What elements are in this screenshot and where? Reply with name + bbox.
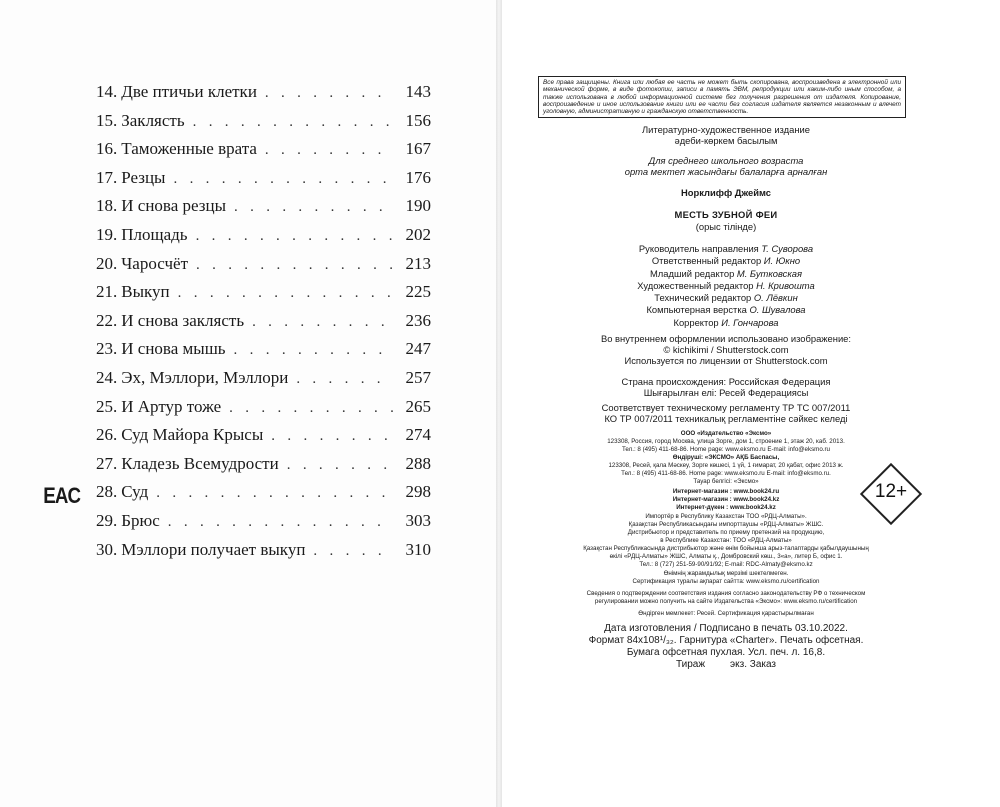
staff-name: И. Юкно	[763, 255, 801, 267]
toc-entry-page: 298	[405, 482, 431, 502]
toc-entry-title: Суд	[121, 482, 149, 502]
publisher-name: ООО «Издательство «Эксмо»	[680, 430, 772, 437]
staff-role: Художественный редактор	[637, 279, 754, 291]
toc-entry-title: И снова заклясть	[121, 310, 245, 330]
toc-entry	[96, 397, 431, 426]
distributor-ru-2: в Республике Казахстан: ТОО «РДЦ-Алматы»	[660, 537, 792, 544]
certification-kz: Сертификация туралы ақпарат сайтта: www.eksmo.ru/certification	[632, 578, 820, 585]
importer-kz: Қазақстан Республикасындағы импорттаушы «РДЦ-Алматы» ЖШС.	[628, 521, 824, 528]
toc-entry-title: Две птичьи клетки	[121, 82, 257, 101]
toc-entry-number: 14.	[96, 82, 118, 101]
staff-role: Технический редактор	[654, 292, 752, 304]
toc-entry-number: 18.	[96, 196, 118, 216]
tech-regulation-kz: КО ТР 007/2011 техникалық регламентіне сәйкес келеді	[604, 413, 848, 424]
toc-entry	[96, 482, 431, 511]
toc-entry-number: 29.	[96, 510, 118, 530]
toc-leader-dots	[234, 199, 393, 216]
origin-ru: Страна происхождения: Российская Федерация	[621, 376, 831, 387]
left-page	[0, 0, 496, 807]
toc-entry	[96, 111, 431, 140]
staff-credits	[538, 243, 914, 329]
toc-leader-dots	[265, 85, 393, 102]
origin-country-kz: Өндірген мемлекет: Ресей. Сертификация қарастырылмаған	[638, 610, 814, 617]
paper-info: Бумага офсетная пухлая. Усл. печ. л. 16,8.	[626, 647, 826, 658]
genre-kz: әдеби-көркем басылым	[674, 135, 778, 146]
toc-entry	[96, 368, 431, 397]
distributor-contact: Тел.: 8 (727) 251-59-90/91/92; E-mail: RDC-Almaty@eksmo.kz	[639, 561, 813, 568]
toc-entry-page: 190	[405, 196, 431, 216]
book-title: МЕСТЬ ЗУБНОЙ ФЕИ	[674, 209, 778, 220]
toc-entry	[96, 168, 431, 197]
staff-credit	[538, 317, 914, 329]
toc-entry-page: 156	[405, 110, 431, 130]
toc-leader-dots	[229, 400, 393, 417]
toc-entry-title: И Артур тоже	[121, 396, 222, 416]
toc-entry-number: 19.	[96, 224, 118, 244]
right-page	[502, 0, 1000, 807]
toc-entry-number: 27.	[96, 453, 118, 473]
staff-role: Корректор	[673, 316, 719, 328]
toc-leader-dots	[271, 428, 393, 445]
publisher-contact-kz: Тел.: 8 (495) 411-68-86. Home page: www.eksmo.ru E-mail: info@eksmo.ru.	[621, 470, 831, 477]
staff-name: Т. Суворова	[761, 243, 814, 254]
toc-leader-dots	[196, 228, 393, 245]
toc-leader-dots	[178, 285, 393, 302]
toc-entry-number: 25.	[96, 396, 118, 416]
toc-leader-dots	[234, 342, 393, 359]
toc-entry-title: Кладезь Всемудрости	[121, 453, 279, 473]
staff-role: Руководитель направления	[638, 243, 759, 254]
staff-role: Компьютерная верстка	[646, 304, 747, 316]
toc-entry-page: 236	[405, 310, 431, 330]
publisher-address: 123308, Россия, город Москва, улица Зорге, дом 1, строение 1, этаж 20, каб. 2013.	[607, 438, 845, 445]
toc-entry-title: Суд Майора Крысы	[121, 425, 264, 445]
staff-credit	[538, 255, 914, 267]
staff-role: Младший редактор	[650, 267, 735, 279]
toc-entry-title: И снова резцы	[121, 196, 227, 216]
table-of-contents	[96, 82, 431, 568]
toc-entry	[96, 540, 431, 569]
eshop-ru: Интернет-магазин : www.book24.ru	[672, 488, 780, 495]
toc-entry-page: 257	[405, 367, 431, 387]
language-note: (орыс тілінде)	[695, 221, 757, 232]
genre-ru: Литературно-художественное издание	[642, 124, 810, 135]
age-group-kz: орта мектеп жасындағы балаларға арналған	[624, 166, 828, 177]
tech-regulation-ru: Соответствует техническому регламенту ТР ТС 007/2011	[601, 402, 851, 413]
toc-entry	[96, 139, 431, 168]
toc-entry-page: 274	[405, 425, 431, 445]
certification-ru-1: Сведения о подтверждении соответствия издания согласно законодательству РФ о техническом	[586, 590, 866, 597]
toc-leader-dots	[265, 142, 393, 159]
toc-leader-dots	[287, 457, 393, 474]
circulation-order: Тираж экз. Заказ	[675, 659, 777, 670]
toc-entry-number: 21.	[96, 282, 118, 302]
staff-credit	[538, 304, 914, 316]
staff-name: М. Бутковская	[736, 267, 802, 279]
toc-entry-page: 310	[405, 539, 431, 559]
staff-name: О. Шувалова	[749, 304, 806, 316]
staff-role: Ответственный редактор	[651, 255, 762, 267]
toc-leader-dots	[173, 171, 393, 188]
manufacturer-kz: Өндіруші: «ЭКСМО» АҚБ Баспасы,	[672, 454, 780, 461]
trademark: Тауар белгісі: «Эксмо»	[693, 478, 759, 485]
print-date: Дата изготовления / Подписано в печать 03.10.2022.	[604, 623, 848, 634]
author-name: Норклифф Джеймс	[681, 187, 771, 198]
toc-entry-number: 17.	[96, 167, 118, 187]
eshop-kz-1: Интернет-магазин : www.book24.kz	[672, 496, 780, 503]
toc-entry-number: 30.	[96, 539, 118, 559]
toc-entry-page: 247	[405, 339, 431, 359]
toc-entry	[96, 425, 431, 454]
image-license: Используется по лицензии от Shutterstock.com	[624, 355, 828, 366]
toc-entry-title: Мэллори получает выкуп	[121, 539, 306, 559]
staff-credit	[538, 280, 914, 292]
age-rating-icon	[860, 463, 922, 525]
distributor-kz-2: өкілі «РДЦ-Алматы» ЖШС, Алматы қ., Домбровский көш., 3«а», литер Б, офис 1.	[609, 553, 843, 560]
age-rating-label: 12+	[874, 481, 908, 502]
toc-entry	[96, 282, 431, 311]
toc-entry-number: 24.	[96, 367, 118, 387]
importer-ru: Импортёр в Республику Казахстан ТОО «РДЦ-Алматы».	[645, 513, 807, 520]
toc-entry-number: 20.	[96, 253, 118, 273]
toc-entry-number: 28.	[96, 482, 118, 502]
validity-kz: Өнімнің жарамдылық мерзімі шектелмеген.	[663, 570, 789, 577]
toc-entry-title: Таможенные врата	[121, 139, 257, 159]
toc-entry-number: 16.	[96, 139, 118, 159]
age-group-ru: Для среднего школьного возраста	[648, 155, 804, 166]
toc-leader-dots	[252, 314, 393, 331]
toc-leader-dots	[156, 485, 393, 502]
eshop-kz-2: Интернет-дүкен : www.book24.kz	[676, 504, 776, 511]
toc-entry-title: Заклясть	[121, 110, 185, 130]
distributor-ru-1: Дистрибьютор и представитель по приему претензий на продукцию,	[627, 529, 825, 536]
staff-credit	[538, 243, 914, 255]
copyright-notice: Все права защищены. Книга или любая ее часть не может быть скопирована, воспроизведена в электронной или механической форме, в виде фотокопии, записи в память ЭВМ, репродукции или каким-либо иным способом, а также использована в любой информационной системе без получения разрешения от издателя. Копирование, воспроизведение и иное использование книги или ее части без согласия издателя является незаконным и влечет уголовную, административную и гражданскую ответственность.	[538, 76, 906, 118]
toc-entry-page: 176	[405, 167, 431, 187]
toc-entry-number: 15.	[96, 110, 118, 130]
toc-entry	[96, 339, 431, 368]
toc-entry-page: 202	[405, 224, 431, 244]
toc-entry-title: Площадь	[121, 224, 188, 244]
toc-entry-page: 225	[405, 282, 431, 302]
toc-entry-page: 213	[405, 253, 431, 273]
toc-leader-dots	[313, 543, 393, 560]
toc-entry-title: Эх, Мэллори, Мэллори	[121, 367, 289, 387]
staff-credit	[538, 292, 914, 304]
eac-mark-icon: EAC	[43, 483, 81, 508]
toc-entry-page: 143	[405, 82, 431, 101]
toc-entry-number: 22.	[96, 310, 118, 330]
staff-name: И. Гончарова	[721, 316, 779, 328]
toc-entry-title: Брюс	[121, 510, 160, 530]
staff-credit	[538, 268, 914, 280]
toc-entry	[96, 225, 431, 254]
certification-ru-2: регулировании можно получить на сайте Издательства «Эксмо»: www.eksmo.ru/certification	[594, 598, 858, 605]
toc-entry	[96, 454, 431, 483]
toc-entry	[96, 511, 431, 540]
toc-entry	[96, 311, 431, 340]
toc-leader-dots	[296, 371, 393, 388]
image-credit-source: © kichikimi / Shutterstock.com	[663, 344, 789, 355]
publisher-address-kz: 123308, Ресей, қала Мәскеу, Зорге көшесі, 1 үй, 1 ғимарат, 20 қабат, офис 2013 ж.	[608, 462, 844, 469]
toc-entry-page: 288	[405, 453, 431, 473]
toc-leader-dots	[168, 514, 393, 531]
staff-name: О. Лёвкин	[753, 292, 798, 304]
print-format: Формат 84x108¹/₃₂. Гарнитура «Charter». Печать офсетная.	[588, 635, 864, 646]
toc-entry-page: 303	[405, 510, 431, 530]
toc-entry-number: 26.	[96, 425, 118, 445]
toc-entry-title: Чаросчёт	[121, 253, 188, 273]
staff-name: Н. Кривошта	[756, 279, 815, 291]
image-credit-line: Во внутреннем оформлении использовано изображение:	[600, 333, 851, 344]
toc-entry	[96, 254, 431, 283]
publisher-contact: Тел.: 8 (495) 411-68-86. Home page: www.eksmo.ru E-mail: info@eksmo.ru	[622, 446, 830, 453]
toc-entry	[96, 82, 431, 111]
toc-entry-page: 167	[405, 139, 431, 159]
toc-entry-title: Выкуп	[121, 282, 170, 302]
distributor-kz-1: Қазақстан Республикасында дистрибьютор және өнім бойынша арыз-талаптарды қабылдаушының	[583, 545, 869, 552]
toc-leader-dots	[196, 257, 393, 274]
toc-entry	[96, 196, 431, 225]
toc-entry-page: 265	[405, 396, 431, 416]
toc-leader-dots	[193, 114, 393, 131]
origin-kz: Шығарылған елі: Ресей Федерациясы	[643, 387, 809, 398]
toc-entry-title: И снова мышь	[121, 339, 226, 359]
toc-entry-title: Резцы	[121, 167, 166, 187]
toc-entry-number: 23.	[96, 339, 118, 359]
